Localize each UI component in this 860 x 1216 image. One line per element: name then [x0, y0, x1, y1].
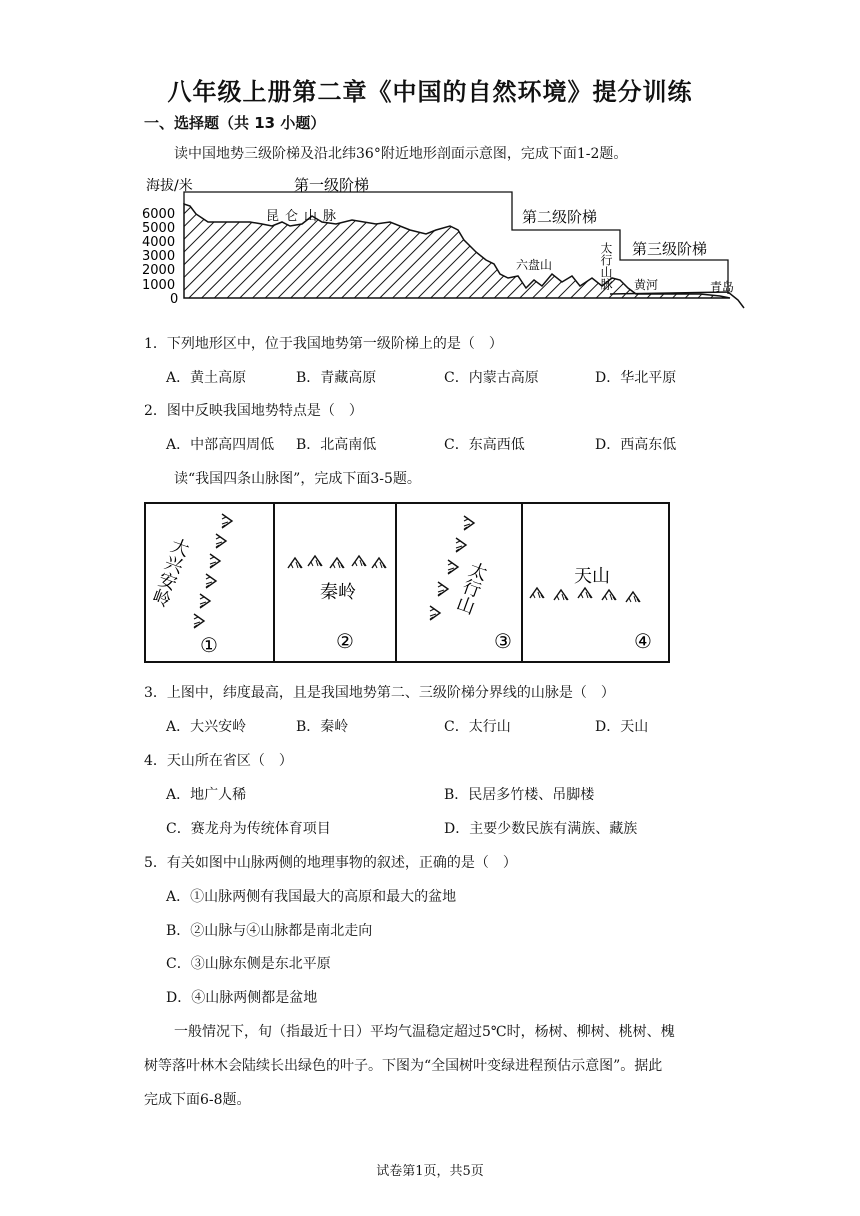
q5-option-a[interactable]: A．①山脉两侧有我国最大的高原和最大的盆地 [166, 889, 457, 905]
y-tick: 1000 [142, 278, 176, 293]
question-5-stem: 5．有关如图中山脉两侧的地理事物的叙述，正确的是（ ） [144, 855, 517, 871]
q3-option-a[interactable]: A．大兴安岭 [166, 719, 247, 735]
kunlun-label: 昆仑山脉 [266, 209, 343, 224]
y-tick: 6000 [142, 207, 176, 222]
q3-option-d[interactable]: D．天山 [595, 719, 649, 735]
q4-option-c[interactable]: C．赛龙舟为传统体育项目 [166, 821, 331, 837]
intro-q3-5: 读“我国四条山脉图”，完成下面3-5题。 [174, 471, 421, 487]
page-footer: 试卷第1页，共5页 [376, 1164, 484, 1179]
q2-option-d[interactable]: D．西高东低 [595, 437, 677, 453]
passage-line: 树等落叶林木会陆续长出绿色的叶子。下图为“全国树叶变绿进程预估示意图”。据此 [144, 1058, 663, 1074]
question-3-stem: 3．上图中，纬度最高，且是我国地势第二、三级阶梯分界线的山脉是（ ） [144, 685, 615, 701]
panel2-number: ② [336, 629, 354, 653]
q3-option-b[interactable]: B．秦岭 [296, 719, 349, 735]
panel1-label: 大兴安岭 [147, 534, 192, 610]
q2-option-c[interactable]: C．东高西低 [444, 437, 525, 453]
terrain-profile-figure [140, 168, 750, 316]
y-tick: 4000 [142, 235, 176, 250]
panel3-number: ③ [494, 629, 512, 653]
q1-option-d[interactable]: D．华北平原 [595, 370, 677, 386]
question-2-stem: 2．图中反映我国地势特点是（ ） [144, 403, 363, 419]
question-4-stem: 4．天山所在省区（ ） [144, 753, 293, 769]
panel4-label: 天山 [574, 566, 610, 587]
mountain-ridge-icon [194, 514, 232, 628]
y-tick: 3000 [142, 249, 176, 264]
y-tick: 2000 [142, 263, 176, 278]
q5-option-d[interactable]: D．④山脉两侧都是盆地 [166, 990, 318, 1006]
q4-option-d[interactable]: D．主要少数民族有满族、藏族 [444, 821, 638, 837]
y-tick: 0 [170, 292, 179, 307]
qingdao-label: 青岛 [710, 280, 735, 294]
panel1-number: ① [200, 633, 218, 657]
q1-option-a[interactable]: A．黄土高原 [166, 370, 247, 386]
question-1-stem: 1．下列地形区中，位于我国地势第一级阶梯上的是（ ） [144, 336, 503, 352]
q5-option-b[interactable]: B．②山脉与④山脉都是南北走向 [166, 923, 373, 939]
intro-q1-2: 读中国地势三级阶梯及沿北纬36°附近地形剖面示意图，完成下面1-2题。 [174, 146, 628, 162]
step3-label: 第三级阶梯 [632, 240, 708, 258]
mountains-figure [144, 502, 670, 664]
y-tick: 5000 [142, 221, 176, 236]
huanghe-label: 黄河 [634, 278, 659, 292]
q5-option-c[interactable]: C．③山脉东侧是东北平原 [166, 956, 331, 972]
q2-option-b[interactable]: B．北高南低 [296, 437, 377, 453]
page-title: 八年级上册第二章《中国的自然环境》提分训练 [167, 78, 693, 106]
step2-label: 第二级阶梯 [522, 208, 598, 226]
q3-option-c[interactable]: C．太行山 [444, 719, 511, 735]
mountain-ridge-icon [288, 556, 386, 568]
y-axis-label: 海拔/米 [146, 178, 193, 194]
q1-option-c[interactable]: C．内蒙古高原 [444, 370, 539, 386]
panel4-number: ④ [634, 629, 652, 653]
panel2-label: 秦岭 [320, 582, 356, 603]
step1-label: 第一级阶梯 [294, 176, 370, 194]
passage-line: 一般情况下，旬（指最近十日）平均气温稳定超过5℃时，杨树、柳树、桃树、槐 [174, 1024, 675, 1040]
q4-option-a[interactable]: A．地广人稀 [166, 787, 247, 803]
q4-option-b[interactable]: B．民居多竹楼、吊脚楼 [444, 787, 595, 803]
panel3-label: 太行山 [451, 558, 490, 617]
section-heading: 一、选择题（共 13 小题） [144, 114, 326, 132]
q2-option-a[interactable]: A．中部高四周低 [166, 437, 275, 453]
taihang-label: 太行山脉 [599, 242, 613, 290]
passage-line: 完成下面6-8题。 [144, 1092, 251, 1108]
q1-option-b[interactable]: B．青藏高原 [296, 370, 377, 386]
liupan-label: 六盘山 [516, 258, 553, 272]
mountain-ridge-icon [530, 588, 640, 602]
